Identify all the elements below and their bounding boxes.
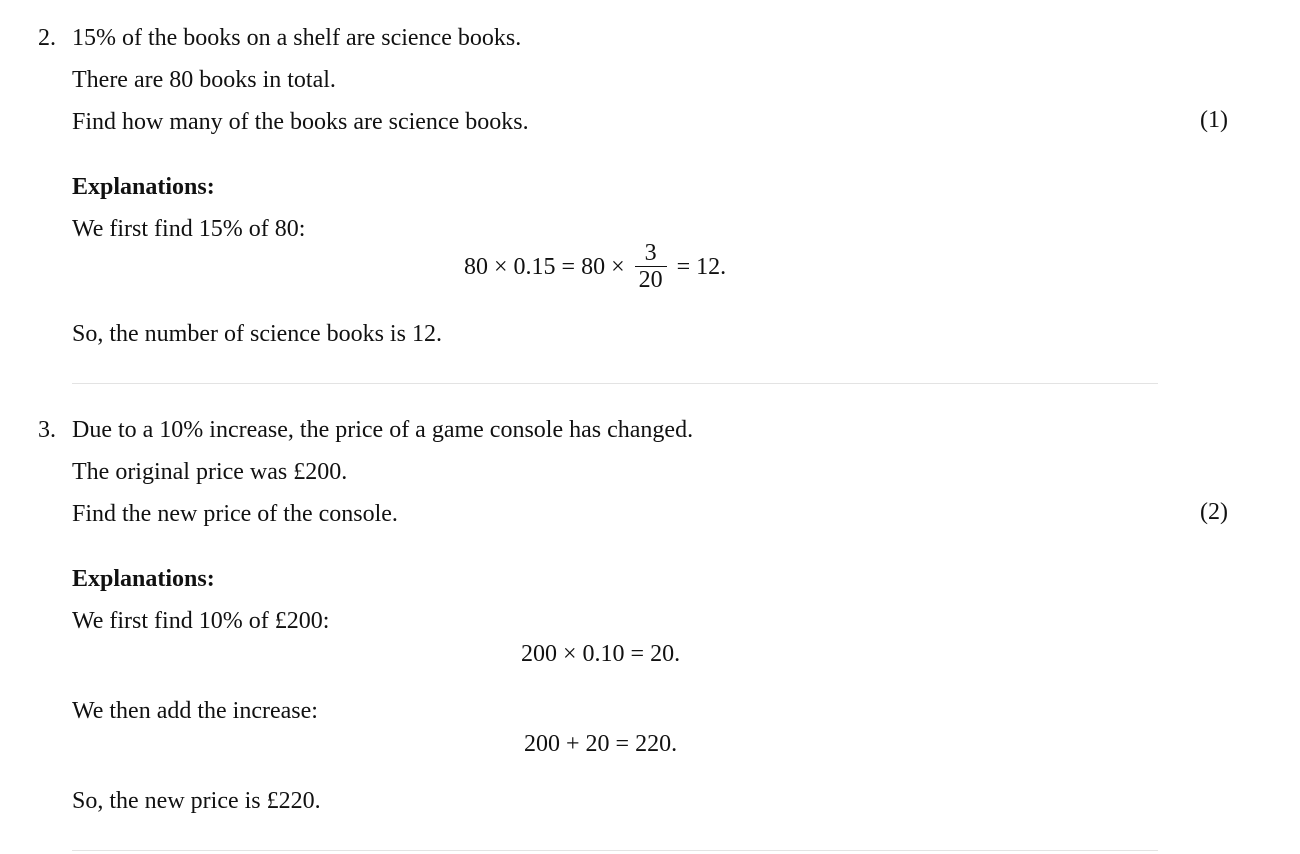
question-number: 2.: [38, 25, 56, 51]
question-number: 3.: [38, 417, 56, 443]
question-text-line-3: Find how many of the books are science books.: [72, 109, 529, 135]
fraction-numerator: 3: [644, 240, 657, 266]
conclusion: So, the new price is £220.: [72, 788, 321, 814]
fraction: [635, 240, 667, 293]
explanation-step-1: We first find 10% of £200:: [72, 608, 330, 634]
question-text-line-1: 15% of the books on a shelf are science books.: [72, 25, 522, 51]
section-divider: [72, 383, 1158, 384]
fraction-denominator: 20: [638, 267, 663, 293]
equation-1-text: 200 × 0.10 = 20.: [521, 641, 681, 667]
equation-2-text: 200 + 20 = 220.: [524, 731, 678, 757]
equation-1: [521, 639, 680, 669]
explanation-step-1: We first find 15% of 80:: [72, 216, 306, 242]
equation-2: [524, 729, 677, 759]
question-text-line-2: There are 80 books in total.: [72, 67, 336, 93]
conclusion: So, the number of science books is 12.: [72, 321, 442, 347]
section-divider: [72, 850, 1158, 851]
question-text-line-1: Due to a 10% increase, the price of a game console has changed.: [72, 417, 694, 443]
explanations-heading: Explanations:: [72, 174, 215, 200]
equation-left: 80 × 0.15 = 80 ×: [464, 253, 625, 280]
equation-fraction: [464, 240, 726, 293]
marks-label: (2): [1200, 499, 1228, 525]
question-text-line-3: Find the new price of the console.: [72, 501, 398, 527]
question-text-line-2: The original price was £200.: [72, 459, 348, 485]
explanation-step-2: We then add the increase:: [72, 698, 318, 724]
explanations-heading: Explanations:: [72, 566, 215, 592]
marks-label: (1): [1200, 107, 1228, 133]
equation-right: = 12.: [676, 253, 727, 280]
